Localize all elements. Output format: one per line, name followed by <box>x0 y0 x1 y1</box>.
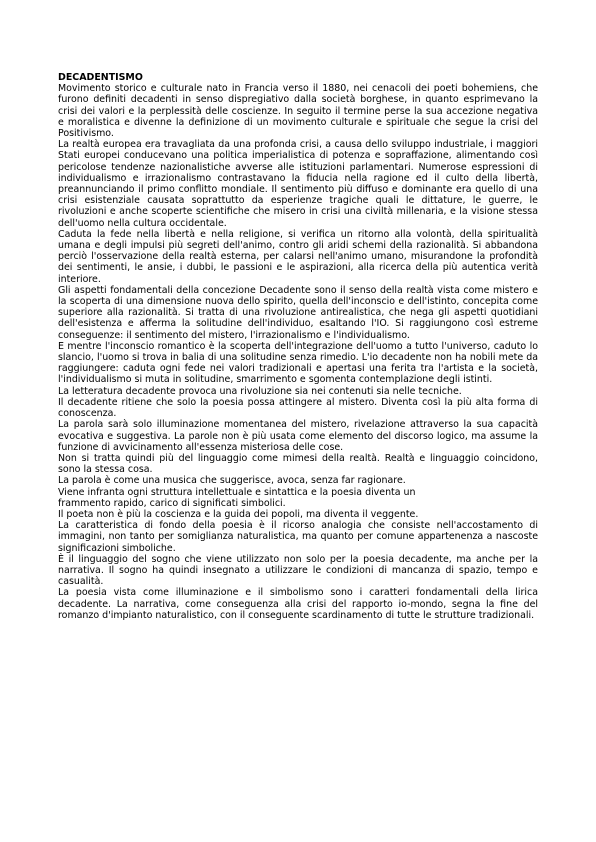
paragraph: La letteratura decadente provoca una rivoluzione sia nei contenuti sia nelle tecniche. <box>58 385 462 397</box>
document-title: DECADENTISMO <box>58 72 143 83</box>
paragraph: La parola sarà solo illuminazione momentanea del mistero, rivelazione attraverso la sua capacità evocativa e suggestiva. La parole non è più usata come elemento del discorso logico, ma assume la funzione di avvicinamento all'essenza misteriosa delle cose. <box>58 419 538 453</box>
paragraph: La caratteristica di fondo della poesia è il ricorso analogia che consiste nell'accostamento di immagini, non tanto per somiglianza naturalistica, ma quanto per comune appartenenza a nascoste significazioni simboliche. <box>58 520 538 554</box>
paragraph: È il linguaggio del sogno che viene utilizzato non solo per la poesia decadente, ma anche per la narrativa. Il sogno ha quindi insegnato a utilizzare le condizioni di mancanza di spazio, tempo e casualità. <box>58 553 538 588</box>
paragraph: Non si tratta quindi più del linguaggio come mimesi della realtà. Realtà e linguaggio coincidono, sono la stessa cosa. <box>58 452 538 476</box>
paragraph: Il decadente ritiene che solo la poesia possa attingere al mistero. Diventa così la più alta forma di conoscenza. <box>58 396 538 420</box>
paragraph: Il poeta non è più la coscienza e la guida dei popoli, ma diventa il veggente. <box>58 508 419 520</box>
paragraph: Gli aspetti fondamentali della concezione Decadente sono il senso della realtà vista come mistero e la scoperta di una dimensione nuova dello spirito, quella dell'inconscio e dell'istinto, concepita come superiore alla razionalità. Si tratta di una rivoluzione antirealistica, che nega gli aspetti quotidiani dell'esistenza e afferma la solitudine dell'individuo, esaltando l'IO. Si raggiungono così estreme conseguenze: il sentimento del mistero, l'irrazionalismo e l'individualismo. <box>58 284 538 341</box>
paragraph: La parola è come una musica che suggerisce, avoca, senza far ragionare. <box>58 475 406 487</box>
paragraph: La realtà europea era travagliata da una profonda crisi, a causa dello sviluppo industriale, i maggiori Stati europei conducevano una politica imperialistica di potenza e sopraffazione, alimentando così pericolose tendenze nazionalistiche avverse alle istituzioni parlamentari. Numerose espressioni di individualismo e irrazionalismo contrastavano la fiducia nella ragione ed il culto della libertà, preannunciando il primo conflitto mondiale. Il sentimento più diffuso e dominante era quello di una crisi esistenziale causata soprattutto da esperienze tragiche quali le dittature, le guerre, le rivoluzioni e anche scoperte scientifiche che misero in crisi una civiltà millenaria, e la visione stessa dell'uomo nella cultura occidentale. <box>58 139 538 229</box>
paragraph: Caduta la fede nella libertà e nella religione, si verifica un ritorno alla volontà, della spiritualità umana e degli impulsi più segreti dell'animo, contro gli aridi schemi della razionalità. Si abbandona perciò l'osservazione della realtà esterna, per calarsi nell'animo umano, misurandone la profondità dei sentimenti, le ansie, i dubbi, le passioni e le aspirazioni, alla ricerca della più autentica verità interiore. <box>58 228 538 285</box>
paragraph: frammento rapido, carico di significati simbolici. <box>58 497 286 509</box>
paragraph: Viene infranta ogni struttura intellettuale e sintattica e la poesia diventa un <box>58 486 416 498</box>
paragraph: La poesia vista come illuminazione e il simbolismo sono i caratteri fondamentali della lirica decadente. La narrativa, come conseguenza alla crisi del rapporto io-mondo, segna la fine del romanzo d'impianto naturalistico, con il conseguente scardinamento di tutte le strutture tradizionali. <box>58 587 538 621</box>
document-page <box>58 72 538 621</box>
paragraph: Movimento storico e culturale nato in Francia verso il 1880, nei cenacoli dei poeti bohemiens, che furono definiti decadenti in senso dispregiativo dalla società borghese, in quanto esprimevano la crisi dei valori e la perplessità delle coscienze. In seguito il termine perse la sua accezione negativa e moralistica e divenne la definizione di un movimento culturale e spirituale che segue la crisi del Positivismo. <box>58 83 538 140</box>
paragraph: E mentre l'inconscio romantico è la scoperta dell'integrazione dell'uomo a tutto l'universo, caduto lo slancio, l'uomo si trova in balia di una solitudine senza rimedio. L'io decadente non ha nobili mete da raggiungere: caduta ogni fede nei valori tradizionali e apertasi una ferita tra l'artista e la società, l'individualismo si muta in solitudine, smarrimento e sgomenta contemplazione degli istinti. <box>58 340 538 386</box>
